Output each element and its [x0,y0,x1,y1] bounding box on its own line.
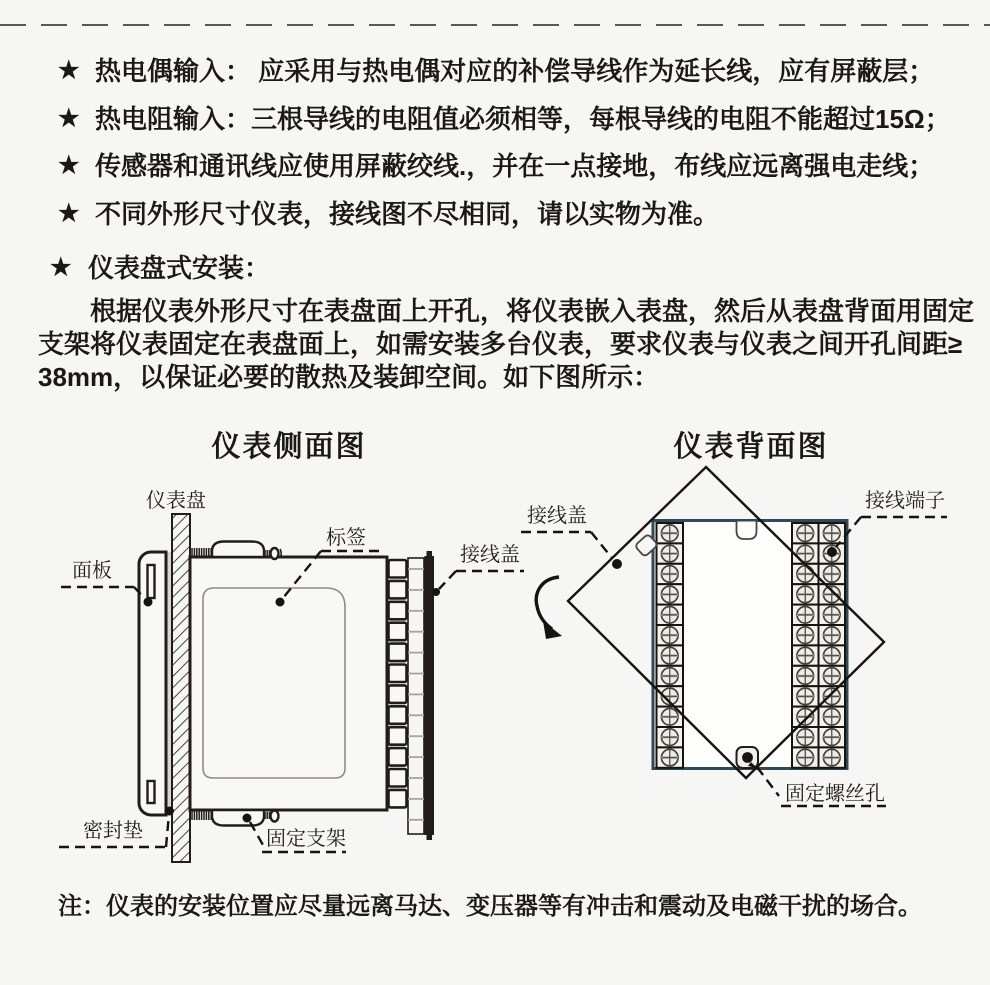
terminal-block [389,727,407,745]
bracket-leader-dot [243,814,252,823]
leader-dot [165,807,174,816]
terminal-block [389,706,407,724]
bullet-shielded-wire [58,152,934,180]
star-icon: ★ [58,105,80,132]
side-view-diagram [59,489,524,862]
terminal-block [389,581,407,599]
installation-diagrams [0,460,990,880]
terminal-block [389,685,407,703]
bottom-bracket [212,810,264,826]
back-view-diagram [521,467,947,806]
bottom-screw-head [271,811,279,822]
bullet-wiring-diagram [58,200,719,228]
front-panel-bezel [139,552,166,815]
bullet-text: 不同外形尺寸仪表，接线图不尽相同，请以实物为准。 [95,199,720,229]
star-icon: ★ [50,254,72,281]
label-front-panel: 面板 [72,560,112,582]
side-view-title: 仪表侧面图 [211,431,367,463]
leader-dot [612,559,622,569]
bullet-text: 传感器和通讯线应使用屏蔽绞线.，并在一点接地，布线应远离强电走线； [95,151,935,181]
section-title: 仪表盘式安装： [88,253,271,283]
terminal-block-column [389,560,407,807]
top-tab [737,522,757,540]
paragraph-line: 支架将仪表固定在表盘面上，如需安装多台仪表，要求仪表与仪表之间开孔间距≥ [38,329,963,359]
star-icon: ★ [58,57,80,84]
leader-dot [432,588,440,596]
panel-board-wall [172,514,190,862]
label-tag: 标签 [326,527,366,549]
terminal-block [389,748,407,766]
top-screw-head [271,548,279,559]
instrument-body [190,557,387,810]
bullet-text: 热电偶输入： 应采用与热电偶对应的补偿导线作为延长线，应有屏蔽层； [95,56,935,86]
rotation-arrow [536,577,559,629]
terminal-block [389,790,407,808]
bullet-thermocouple [58,57,934,85]
terminal-block [389,769,407,787]
bottom-bracket-spring [192,811,211,820]
terminal-block [389,560,407,578]
top-bracket-spring [192,548,211,557]
fixing-screw [742,752,753,763]
cover-nub [427,551,433,556]
terminal-block [389,623,407,641]
top-screw-thread [265,550,269,557]
top-screw-edge [280,549,281,558]
label-screw-hole: 固定螺丝孔 [785,783,885,805]
leader-dot [276,598,285,607]
leader-line [591,532,612,558]
cover-nub [427,835,433,840]
terminal-comb [408,558,424,834]
leader-line [439,571,456,589]
bullet-text: 热电阻输入：三根导线的电阻值必须相等，每根导线的电阻不能超过15Ω； [95,104,951,134]
label-terminal: 接线端子 [865,490,945,512]
terminal-block [389,644,407,662]
leader-line [166,814,169,847]
bullet-rtd [58,105,951,133]
page-cut-divider [0,24,990,26]
bottom-screw-thread [265,812,269,819]
install-paragraph [38,295,975,394]
installation-note: 注：仪表的安装位置应尽量远离马达、变压器等有冲击和震动及电磁干扰的场合。 [58,893,922,920]
paragraph-line: 根据仪表外形尺寸在表盘面上开孔，将仪表嵌入表盘，然后从表盘背面用固定 [90,296,975,326]
label-bracket: 固定支架 [266,828,346,850]
top-bracket [212,542,264,558]
paragraph-line: 38mm，以保证必要的散热及装卸空间。如下图所示： [38,362,660,392]
label-terminal-cover-side: 接线盖 [460,544,520,566]
leader-dot [144,598,153,607]
star-icon: ★ [58,200,80,227]
terminal-block [389,665,407,683]
label-terminal-cover-back: 接线盖 [527,505,587,527]
back-view-title: 仪表背面图 [673,431,829,463]
leader-line [757,767,779,796]
star-icon: ★ [58,152,80,179]
section-panel-mount-install [50,253,270,283]
terminal-block [389,602,407,620]
terminal-cover-bar [425,556,435,835]
comb-lines [408,569,424,820]
label-gasket: 密封垫 [83,820,143,842]
leader-dot [827,547,837,557]
rotation-arrowhead [543,621,562,639]
label-panel-board: 仪表盘 [146,490,206,512]
